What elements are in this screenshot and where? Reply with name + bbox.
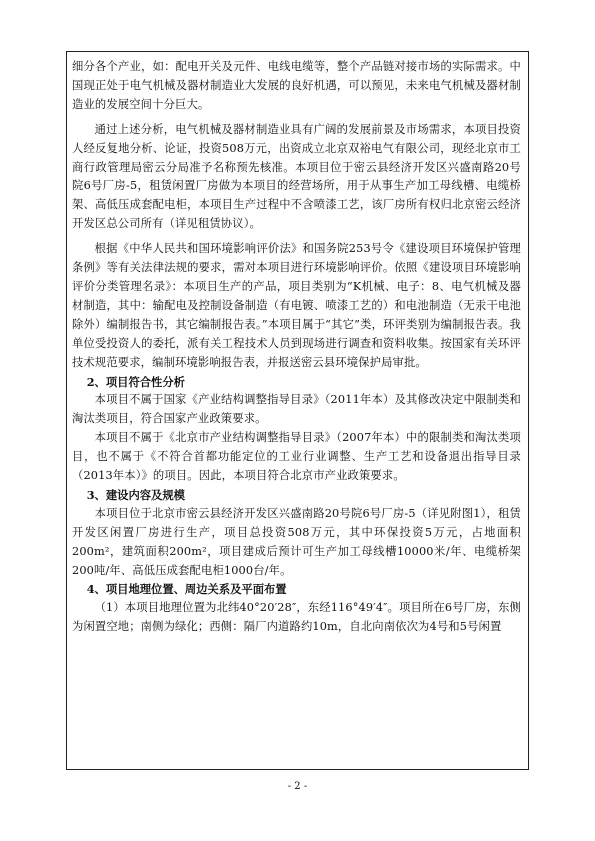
section-heading-compliance: 2、项目符合性分析 (86, 374, 185, 389)
document-body (67, 52, 528, 637)
page-number: - 2 - (287, 781, 308, 792)
paragraph-location: （1）本项目地理位置为北纬40°20′28″，东经116°49′4″。项目所在6号厂房，东侧为闲置空地；南侧为绿化；西侧：隔厂内道路约10m，自北向南依次为4号和5号闲置 (72, 601, 521, 634)
content-frame (66, 51, 529, 770)
paragraph-beijing-policy: 本项目不属于《北京市产业结构调整指导目录》（2007年本）中的限制类和淘汰类项目，也不属于《不符合首都功能定位的工业行业调整、生产工艺和设备退出指导目录（2013年本）》的项目。因此，本项目符合北京市产业政策要求。 (72, 431, 521, 483)
paragraph-project-overview: 通过上述分析，电气机械及器材制造业具有广阔的发展前景及市场需求，本项目投资人经反复地分析、论证，投资508万元，出资成立北京双裕电气有限公司，现经北京市工商行政管理局密云分局准予名称预先核准。本项目位于密云县经济开发区兴盛南路20号院6号厂房-5，租赁闲置厂房做为本项目的经营场所，用于从事生产加工母线槽、电缆桥架、高低压成套配电柜，本项目生产过程中不含喷漆工艺，该厂房所有权归北京密云经济开发区总公司所有（详见租赁协议）。 (72, 122, 521, 231)
paragraph-eia-basis: 根据《中华人民共和国环境影响评价法》和国务院253号令《建设项目环境保护管理条例》等有关法律法规的要求，需对本项目进行环境影响评价。依照《建设项目环境影响评价分类管理名录》：本项目生产的产品，项目类别为“K机械、电子：8、电气机械及器材制造，其中：输配电及控制设备制造（有电镀、喷漆工艺的）和电池制造（无汞干电池除外）编制报告书，其它编制报告表。”本项目属于“其它”类，环评类别为编制报告表。我单位受投资人的委托，派有关工程技术人员到现场进行调查和资料收集。按国家有关环评技术规范要求，编制环境影响报告表，并报送密云县环境保护局审批。 (72, 242, 521, 369)
paragraph-national-policy: 本项目不属于国家《产业结构调整指导目录》（2011年本）及其修改决定中限制类和淘汰类项目，符合国家产业政策要求。 (72, 393, 521, 426)
section-heading-location-layout: 4、项目地理位置、周边关系及平面布置 (86, 582, 287, 597)
paragraph-industry-continuation: 细分各个产业，如：配电开关及元件、电线电缆等，整个产品链对接市场的实际需求。中国现正处于电气机械及器材制造业大发展的良好机遇，可以预见，未来电气机械及器材制造业的发展空间十分巨大。 (72, 60, 521, 111)
section-heading-construction-scale: 3、建设内容及规模 (86, 487, 185, 502)
paragraph-construction-scale: 本项目位于北京市密云县经济开发区兴盛南路20号院6号厂房-5（详见附图1），租赁开发区闲置厂房进行生产，项目总投资508万元，其中环保投资5万元，占地面积200m²，建筑面积200m²，项目建成后预计可生产加工母线槽10000米/年、电缆桥架200吨/年、高低压成套配电柜1000台/年。 (72, 506, 521, 577)
